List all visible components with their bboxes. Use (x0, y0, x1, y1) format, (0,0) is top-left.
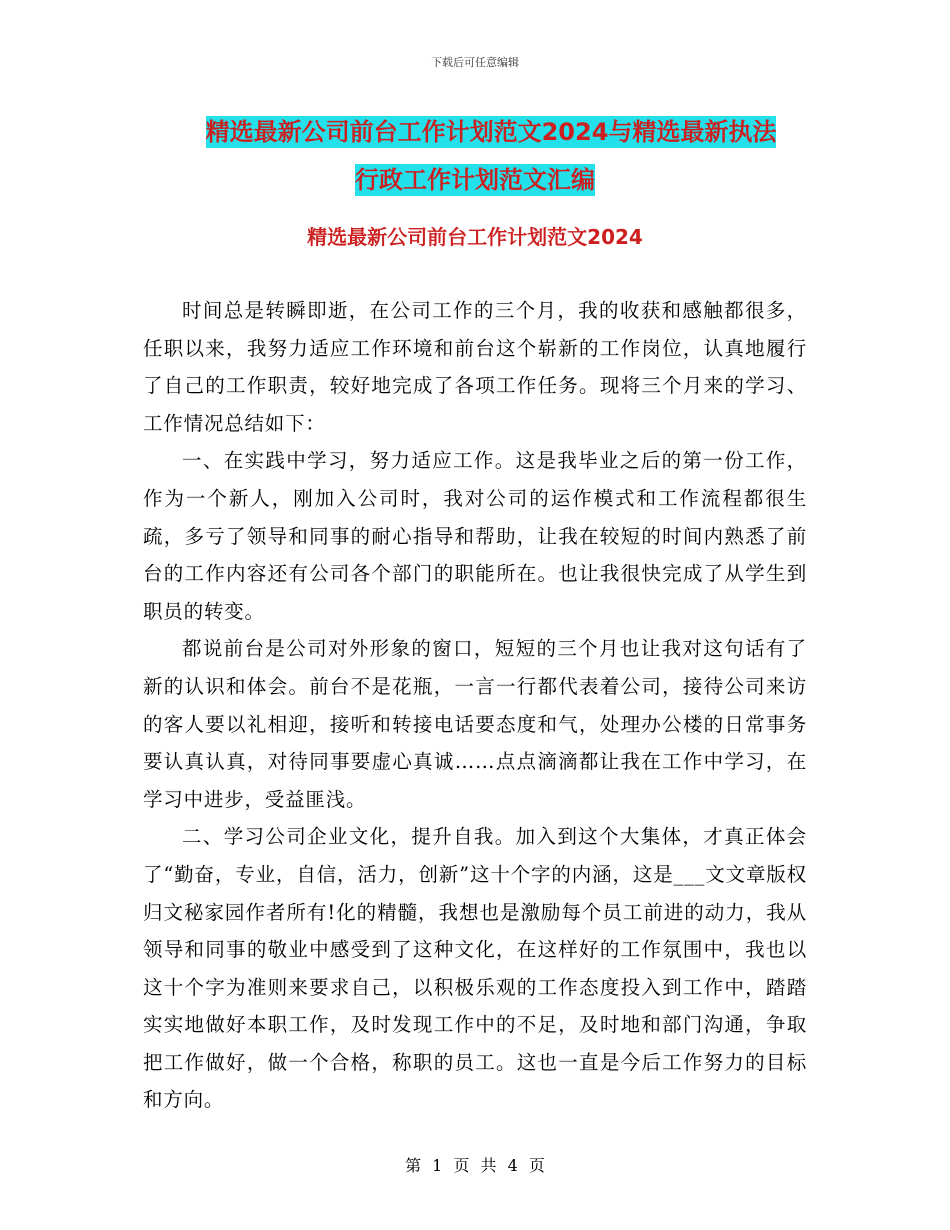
title-line-2-text: 行政工作计划范文汇编 (355, 166, 595, 194)
paragraph: 都说前台是公司对外形象的窗口，短短的三个月也让我对这句话有了新的认识和体会。前台不是花瓶，一言一行都代表着公司，接待公司来访的客人要以礼相迎，接听和转接电话要态度和气，处理办公楼的日常事务要认真认真，对待同事要虚心真诚……点点滴滴都让我在工作中学习，在学习中进步，受益匪浅。 (143, 637, 807, 811)
document-title (0, 108, 950, 204)
page-header: 下载后可任意编辑 (431, 56, 519, 69)
paragraph: 二、学习公司企业文化，提升自我。加入到这个大集体，才真正体会了“勤奋，专业，自信，活力，创新”这十个字的内涵，这是___文文章版权归文秘家园作者所有!化的精髓，我想也是激励每个员工前进的动力，我从领导和同事的敬业中感受到了这种文化，在这样好的工作氛围中，我也以这十个字为准则来要求自己，以积极乐观的工作态度投入到工作中，踏踏实实地做好本职工作，及时发现工作中的不足，及时地和部门沟通，争取把工作做好，做一个合格，称职的员工。这也一直是今后工作努力的目标和方向。 (143, 825, 807, 1112)
paragraph: 一、在实践中学习，努力适应工作。这是我毕业之后的第一份工作，作为一个新人，刚加入公司时，我对公司的运作模式和工作流程都很生疏，多亏了领导和同事的耐心指导和帮助，让我在较短的时间内熟悉了前台的工作内容还有公司各个部门的职能所在。也让我很快完成了从学生到职员的转变。 (143, 449, 807, 623)
body-text (143, 292, 807, 1119)
title-line-1-text: 精选最新公司前台工作计划范文2024与精选最新执法 (205, 118, 777, 146)
paragraph: 时间总是转瞬即逝，在公司工作的三个月，我的收获和感触都很多，任职以来，我努力适应工作环境和前台这个崭新的工作岗位，认真地履行了自己的工作职责，较好地完成了各项工作任务。现将三个月来的学习、工作情况总结如下： (143, 299, 807, 435)
document-title-line-1 (32, 108, 950, 156)
page-number-footer: 第 1 页 共 4 页 (405, 1156, 545, 1175)
document-title-line-2 (0, 156, 950, 204)
section-title: 精选最新公司前台工作计划范文2024 (307, 225, 643, 249)
